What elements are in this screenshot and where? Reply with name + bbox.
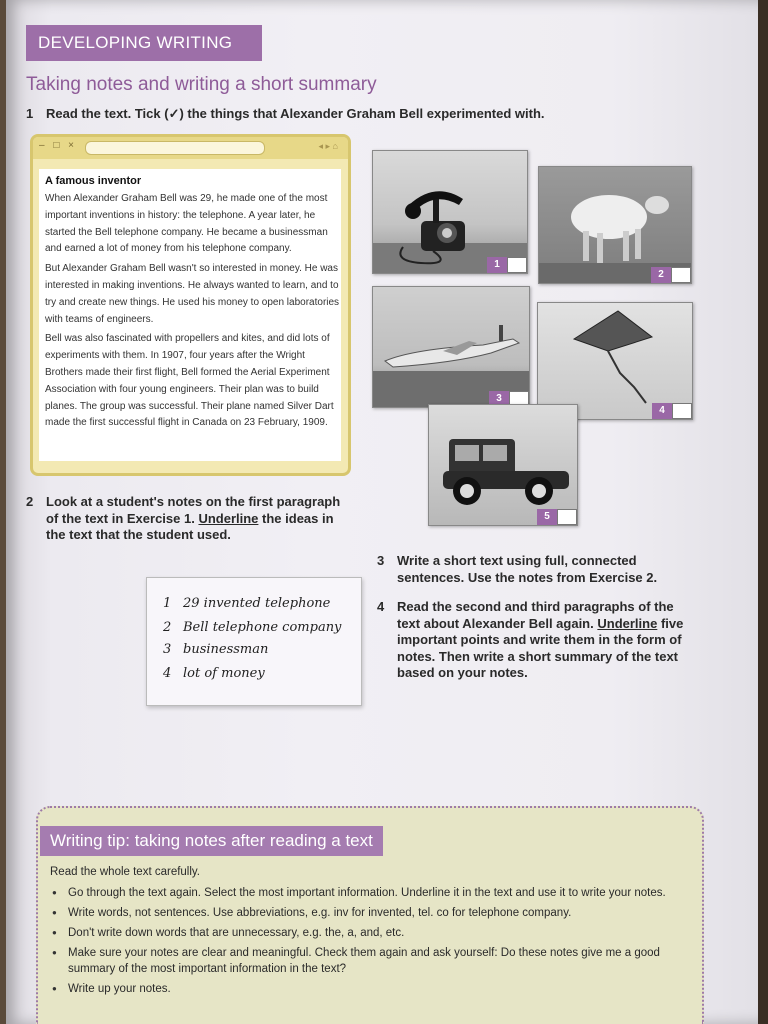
- exercise-1-number: 1: [26, 106, 34, 121]
- tick-box-1[interactable]: [507, 257, 527, 273]
- tip-item-4: ● Make sure your notes are clear and meaningful. Check them again and ask yourself: Do these notes give me a good summary of the most important information in the text?: [50, 945, 670, 977]
- photo-number-3: 3: [489, 391, 509, 407]
- exercise-2-number: 2: [26, 494, 34, 509]
- photo-tag-2: [651, 267, 691, 283]
- tip-item-2: ● Write words, not sentences. Use abbreviations, e.g. inv for invented, tel. co for telephone company.: [50, 905, 670, 921]
- exercise-3-instruction: [377, 553, 677, 586]
- note-4: [163, 666, 265, 681]
- exercise-2-underline: Underline: [198, 510, 259, 526]
- textbook-page: [6, 0, 762, 1024]
- note-number-3: 3: [163, 642, 172, 657]
- photo-telephone: [372, 150, 528, 274]
- student-notes-card: [146, 577, 362, 706]
- article-title: A famous inventor: [45, 175, 142, 187]
- exercise-2-text-b: the ideas in the text that the student used.: [46, 510, 334, 542]
- note-number-4: 4: [163, 666, 172, 681]
- tip-item-3: ● Don't write down words that are unnecessary, e.g. the, a, and, etc.: [50, 925, 670, 941]
- kite-icon: [538, 303, 692, 419]
- article-paragraph-2: But Alexander Graham Bell wasn't so interested in money. He was interested in making inventions. He always wanted to learn, and to try and create new things. He used his money to open laboratories with teams of engineers.: [45, 263, 340, 325]
- photo-sheep: [538, 166, 692, 284]
- article-paragraph-1: When Alexander Graham Bell was 29, he made one of the most important inventions in history: the telephone. A year later, he started the Bell telephone company. He became a businessman and earned a lot of money from his telephone company.: [45, 193, 328, 255]
- photo-tag-1: [487, 257, 527, 273]
- writing-tip-list: [50, 885, 670, 1001]
- note-number-2: 2: [163, 620, 172, 635]
- photo-airplane: [372, 286, 530, 408]
- photo-kite: [537, 302, 693, 420]
- writing-tip-title: Writing tip: taking notes after reading a text: [40, 826, 383, 856]
- photo-tag-5: [537, 509, 577, 525]
- exercise-4-number: 4: [377, 599, 385, 614]
- tick-box-2[interactable]: [671, 267, 691, 283]
- nav-icons: ◂ ▸ ⌂: [318, 141, 338, 151]
- article-paragraph-3: Bell was also fascinated with propellers and kites, and did lots of experiments with them. In 1907, four years after the Wright Brothers made their first flight, Bell formed the Aerial Experiment Association with four young engineers. Their plan was to build planes. The group was successful. Their plane named Silver Dart made the first successful flight in Canada on 23 February, 1909.: [45, 333, 334, 429]
- airplane-icon: [373, 287, 529, 407]
- exercise-4-instruction: [377, 599, 697, 682]
- photo-car: [428, 404, 578, 526]
- note-3: [163, 642, 268, 657]
- note-text-3: businessman: [183, 642, 269, 657]
- tick-box-5[interactable]: [557, 509, 577, 525]
- note-text-2: Bell telephone company: [183, 620, 342, 635]
- exercise-4-text-b: five important points and write them in the form of notes. Then write a short summary of the text based on your notes.: [397, 615, 684, 680]
- exercise-4-text-a: Read the second and third paragraphs of the text about Alexander Bell again.: [397, 599, 674, 631]
- tip-item-5: ● Write up your notes.: [50, 981, 670, 997]
- writing-tip-box: [36, 806, 704, 1024]
- sheep-icon: [539, 167, 691, 283]
- telephone-icon: [373, 151, 527, 273]
- writing-tip-intro: Read the whole text carefully.: [50, 866, 201, 878]
- car-icon: [429, 405, 577, 525]
- note-number-1: 1: [163, 596, 172, 611]
- exercise-3-number: 3: [377, 553, 385, 568]
- browser-toolbar: [33, 137, 348, 159]
- exercise-1-instruction: [26, 106, 606, 123]
- photo-tag-4: [652, 403, 692, 419]
- book-edge: [758, 0, 768, 1024]
- note-text-1: 29 invented telephone: [183, 596, 331, 611]
- browser-window: [30, 134, 351, 476]
- photo-number-5: 5: [537, 509, 557, 525]
- tick-box-4[interactable]: [672, 403, 692, 419]
- exercise-3-text: Write a short text using full, connected sentences. Use the notes from Exercise 2.: [397, 553, 658, 585]
- window-controls-icon: – □ ×: [39, 140, 77, 151]
- note-2: [163, 620, 341, 635]
- photo-number-1: 1: [487, 257, 507, 273]
- exercise-2-instruction: [26, 494, 346, 544]
- tip-item-1: ● Go through the text again. Select the most important information. Underline it in the text and use it to write your notes.: [50, 885, 670, 901]
- photo-number-2: 2: [651, 267, 671, 283]
- section-label: DEVELOPING WRITING: [26, 25, 262, 61]
- exercise-2-text-a: Look at a student's notes on the first paragraph of the text in Exercise 1.: [46, 494, 341, 526]
- exercise-1-text: Read the text. Tick (✓) the things that Alexander Graham Bell experimented with.: [46, 106, 545, 121]
- address-bar: [85, 141, 265, 155]
- article: [39, 169, 341, 461]
- lesson-subtitle: Taking notes and writing a short summary: [26, 74, 377, 95]
- photo-number-4: 4: [652, 403, 672, 419]
- exercise-4-underline: Underline: [597, 615, 658, 631]
- note-1: [163, 596, 330, 611]
- note-text-4: lot of money: [183, 666, 265, 681]
